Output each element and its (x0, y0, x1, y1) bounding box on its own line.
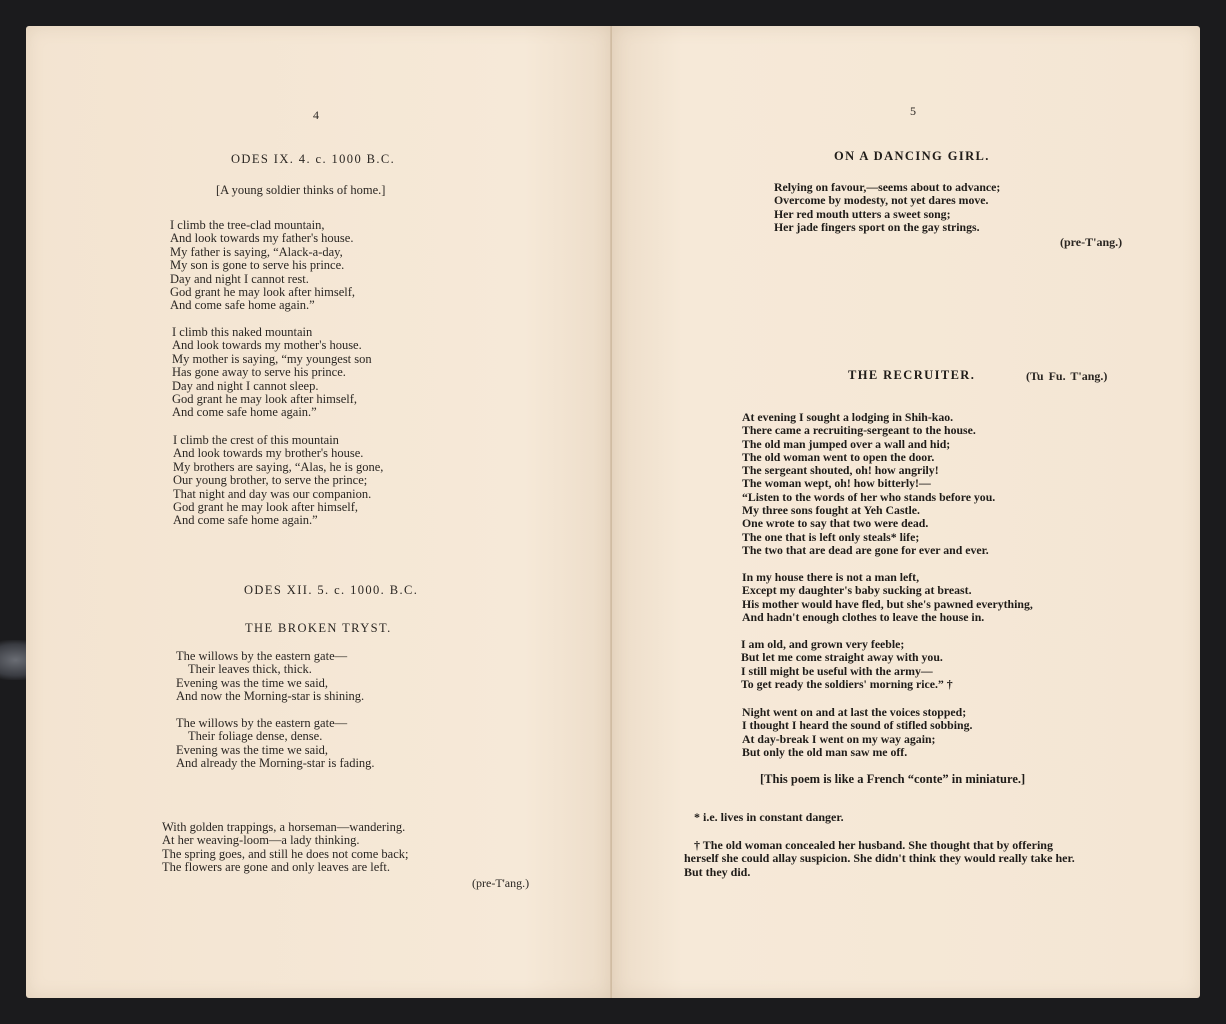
poem-line: Our young brother, to serve the prince; (173, 473, 368, 488)
poem-line: Their leaves thick, thick. (188, 662, 312, 677)
poem-line: Relying on favour,—seems about to advance; (774, 180, 1001, 194)
poem-line: And look towards my father's house. (170, 231, 354, 246)
poem-line: One wrote to say that two were dead. (742, 516, 929, 531)
poem-line: Except my daughter's baby sucking at breast. (742, 583, 972, 598)
poem-line: Night went on and at last the voices stopped; (742, 705, 967, 719)
poem-line: But only the old man saw me off. (742, 744, 908, 759)
poem-line: Her jade fingers sport on the gay strings. (774, 219, 980, 234)
poem-line: Evening was the time we said, (176, 675, 329, 690)
poem-line: With golden trappings, a horseman—wandering. (162, 820, 406, 834)
ode2-stanza-2 (176, 717, 375, 771)
recruiter-stanza-1 (742, 411, 995, 557)
poem-line: The spring goes, and still he does not come back; (162, 846, 409, 861)
poem-line: I climb this naked mountain (172, 325, 313, 339)
page-number-left: 4 (313, 108, 319, 122)
footnote-star: * i.e. lives in constant danger. (694, 810, 844, 824)
footnote-line: herself she could allay suspicion. She didn't think they would really take her. (684, 851, 1075, 866)
poem-line: I still might be useful with the army— (741, 663, 933, 678)
poem-line: Day and night I cannot sleep. (172, 378, 319, 393)
poem-line: My brothers are saying, “Alas, he is gone, (173, 459, 384, 474)
dancing-attribution: (pre-T'ang.) (1060, 235, 1123, 249)
poem-line: And come safe home again.” (172, 405, 317, 420)
poem-line: The willows by the eastern gate— (176, 649, 348, 663)
poem-line: And hadn't enough clothes to leave the house in. (742, 609, 985, 624)
poem-line: My son is gone to serve his prince. (170, 258, 345, 273)
ode1-note: [A young soldier thinks of home.] (216, 183, 386, 197)
poem-line: The one that is left only steals* life; (742, 529, 920, 544)
poem-line: God grant he may look after himself, (172, 392, 358, 407)
ode1-stanza-2 (172, 326, 372, 420)
poem-line: My mother is saying, “my youngest son (172, 351, 372, 366)
dancing-poem (774, 181, 1000, 234)
poem-line: At day-break I went on my way again; (742, 731, 936, 746)
poem-line: There came a recruiting-sergeant to the house. (742, 423, 976, 438)
poem-line: “Listen to the words of her who stands before you. (742, 489, 996, 504)
footnote-line: But they did. (684, 864, 751, 879)
poem-line: And look towards my mother's house. (172, 338, 362, 353)
poem-line: But let me come straight away with you. (741, 650, 943, 665)
poem-line: Has gone away to serve his prince. (172, 365, 346, 380)
poem-line: I thought I heard the sound of stifled sobbing. (742, 718, 973, 733)
poem-line: The willows by the eastern gate— (176, 716, 348, 730)
poem-line: Day and night I cannot rest. (170, 271, 309, 286)
left-page (26, 26, 612, 998)
poem-line: And come safe home again.” (173, 513, 318, 528)
recruiter-note: [This poem is like a French “conte” in miniature.] (760, 772, 1026, 786)
recruiter-title: THE RECRUITER. (848, 368, 976, 382)
poem-line: At her weaving-loom—a lady thinking. (162, 833, 360, 848)
page-number-right: 5 (910, 104, 916, 118)
poem-line: The flowers are gone and only leaves are left. (162, 860, 391, 875)
poem-line: The old man jumped over a wall and hid; (742, 436, 951, 451)
poem-line: And already the Morning-star is fading. (176, 756, 375, 771)
ode2-title: THE BROKEN TRYST. (245, 621, 392, 635)
recruiter-stanza-2 (742, 571, 1033, 624)
recruiter-stanza-4 (742, 706, 972, 759)
poem-line: That night and day was our companion. (173, 486, 372, 501)
ode2-heading: ODES XII. 5. c. 1000. B.C. (244, 583, 419, 597)
poem-line: I am old, and grown very feeble; (741, 637, 905, 651)
ode1-stanza-3 (173, 434, 383, 528)
poem3 (162, 821, 408, 875)
poem-line: His mother would have fled, but she's pawned everything, (742, 596, 1033, 611)
poem-line: My three sons fought at Yeh Castle. (742, 503, 920, 518)
poem-line: And now the Morning-star is shining. (176, 689, 365, 704)
poem-line: The old woman went to open the door. (742, 449, 935, 464)
ode1-stanza-1 (170, 219, 355, 313)
poem-line: At evening I sought a lodging in Shih-kao. (742, 410, 954, 424)
ode2-stanza-1 (176, 650, 364, 704)
footnote-line: † The old woman concealed her husband. She thought that by offering (694, 838, 1053, 852)
poem-line: The two that are dead are gone for ever and ever. (742, 542, 989, 557)
dancing-title: ON A DANCING GIRL. (834, 149, 990, 163)
poem-line: To get ready the soldiers' morning rice.” † (741, 676, 953, 691)
poem-line: And look towards my brother's house. (173, 446, 364, 461)
poem-line: I climb the tree-clad mountain, (170, 218, 325, 232)
poem-line: Evening was the time we said, (176, 742, 329, 757)
poem-line: God grant he may look after himself, (173, 500, 359, 515)
poem-line: Their foliage dense, dense. (188, 729, 323, 744)
poem-line: The sergeant shouted, oh! how angrily! (742, 463, 939, 478)
poem-line: Her red mouth utters a sweet song; (774, 206, 951, 221)
poem-line: My father is saying, “Alack-a-day, (170, 244, 343, 259)
right-page (612, 26, 1200, 998)
ode1-heading: ODES IX. 4. c. 1000 B.C. (231, 152, 396, 166)
poem-line: In my house there is not a man left, (742, 570, 920, 584)
recruiter-attribution: (Tu Fu. T'ang.) (1026, 369, 1108, 383)
poem-line: And come safe home again.” (170, 298, 315, 313)
poem-line: I climb the crest of this mountain (173, 433, 339, 447)
poem3-attribution: (pre-T'ang.) (472, 876, 530, 890)
poem-line: God grant he may look after himself, (170, 285, 356, 300)
recruiter-stanza-3 (741, 638, 953, 691)
poem-line: Overcome by modesty, not yet dares move. (774, 193, 989, 208)
footnote-dagger (684, 839, 1075, 879)
poem-line: The woman wept, oh! how bitterly!— (742, 476, 931, 491)
